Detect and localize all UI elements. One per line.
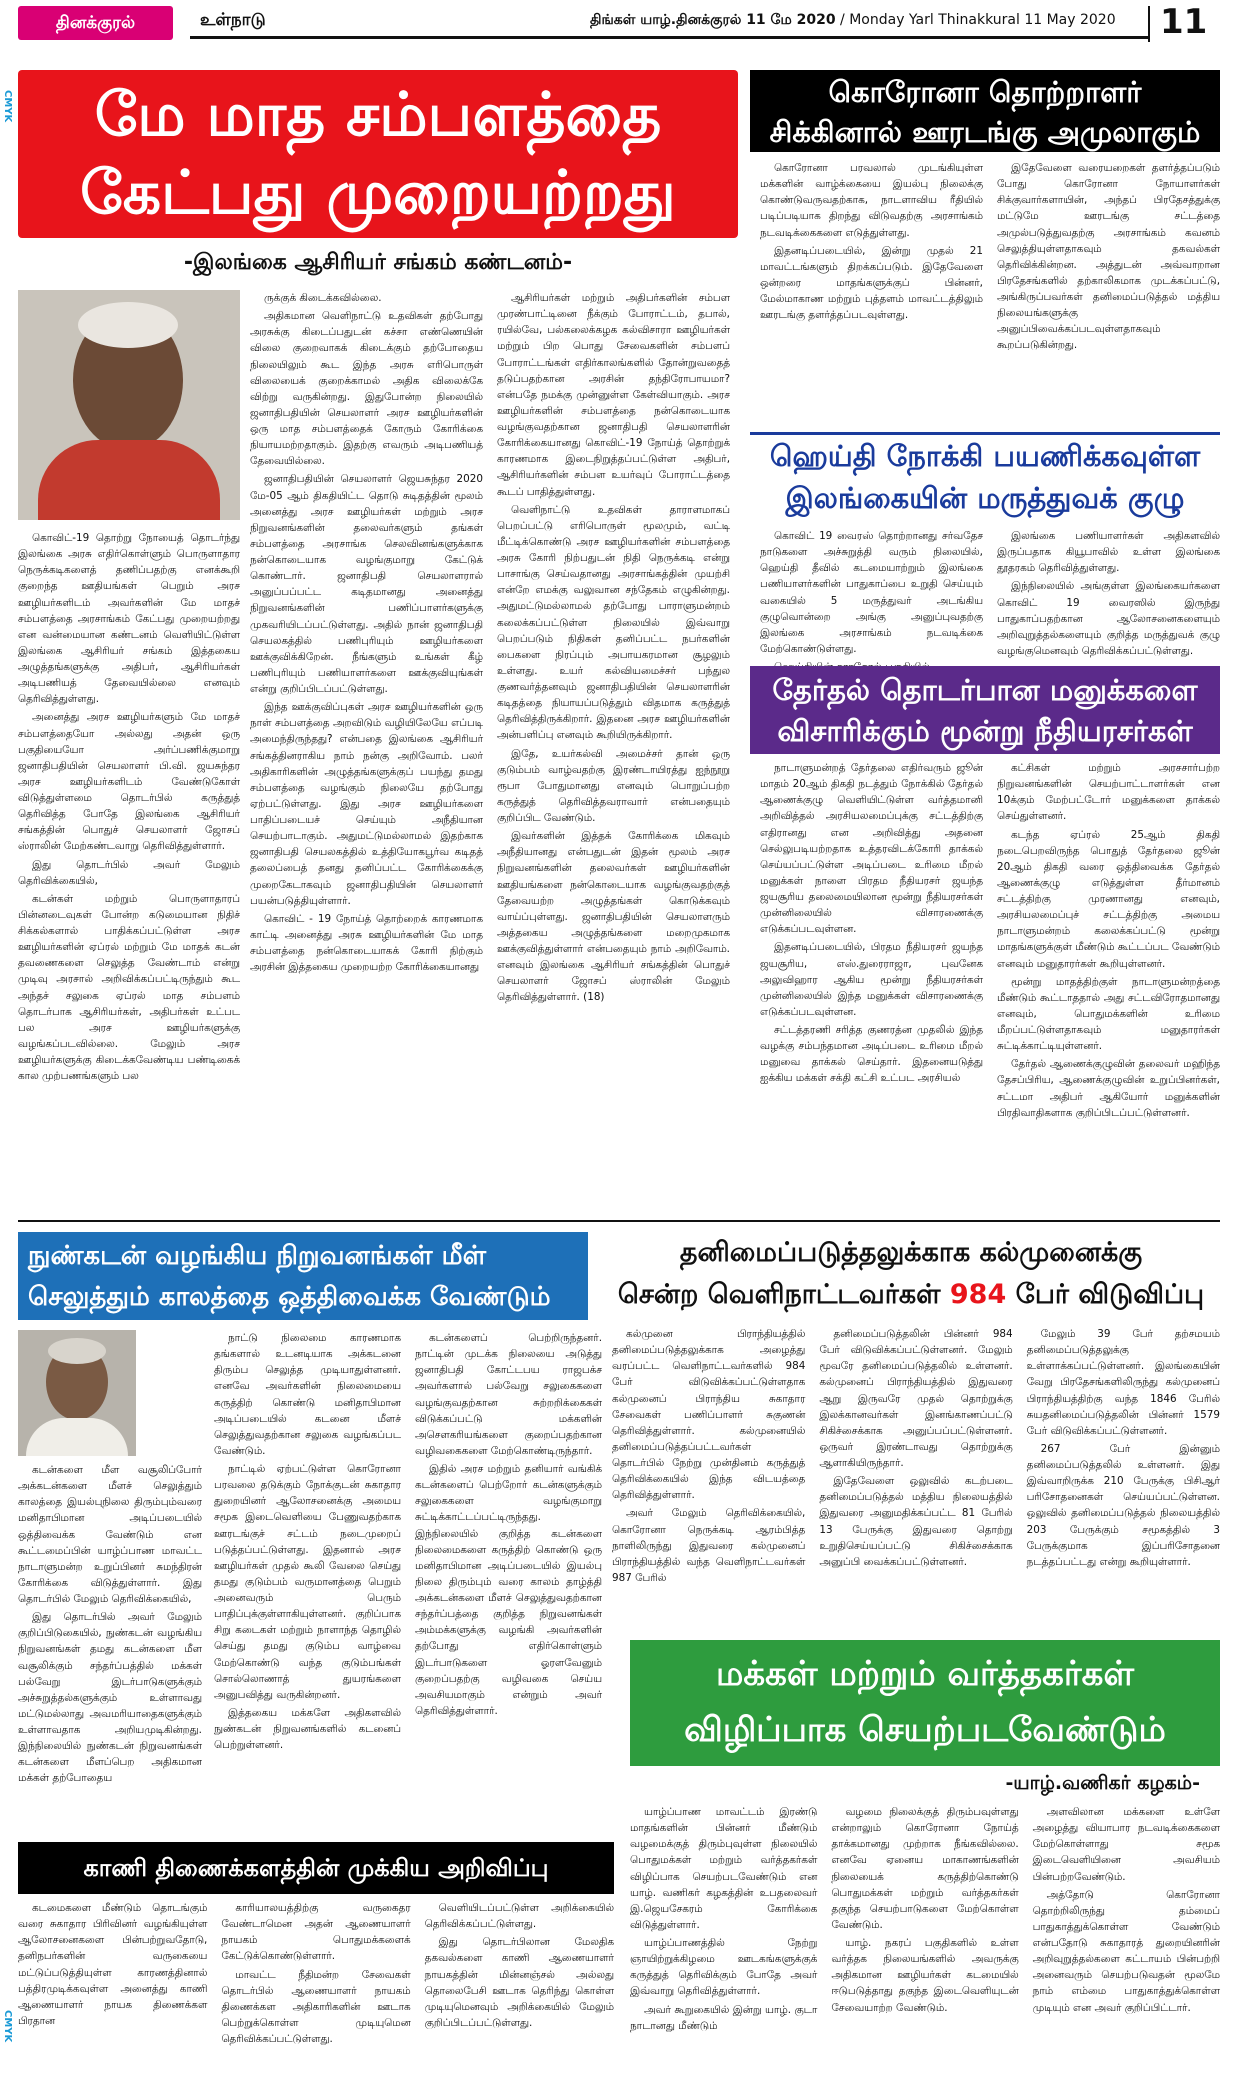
- judges-headline-line1: தேர்தல் தொடர்பான மனுக்களை: [772, 673, 1198, 707]
- land-dept-col3: [425, 1900, 614, 2066]
- paragraph: கடன்களை மீள வசூலிப்போர் அக்கடன்களை மீளச் செலுத்தும் காலத்தை இயல்புநிலை திரும்பும்வரை மனிதாபிமான அடிப்படையில் ஒத்திவைக்க வேண்டும் என கூட்டமைப்பின் யாழ்ப்பாண மாவட்ட நாடாளுமன்ற உறுப்பினர் சுமந்திரன் கோரிக்கை விடுத்துள்ளார். இது தொடர்பில் மேலும் தெரிவிக்கையில்,: [18, 1464, 202, 1605]
- haiti-columns: [760, 528, 1220, 656]
- cmyk-mark-bottom: CMYK: [2, 2010, 13, 2043]
- paragraph: கல்முனை பிராந்தியத்தில் தனிமைப்படுத்தலுக்காக அழைத்து வரப்பட்ட வெளிநாட்டவர்களில் 984 பேர் விடுவிக்கப்பட்டுள்ளதாக கல்முனைப் பிராந்திய சுகாதார சேவைகள் பணிப்பாளர் சுகுணன் தெரிவித்துள்ளார். கல்முனையில் தனிமைப்படுத்தப்பட்டவர்கள் தொடர்பில் நேற்று முன்தினம் கருத்துத் தெரிவிக்கையில் இந்த விடயத்தை தெரிவித்துள்ளார்.: [612, 1328, 806, 1502]
- paragraph: வெளியிடப்பட்டுள்ள அறிக்கையில் தெரிவிக்கப்பட்டுள்ளது.: [424, 1902, 614, 1931]
- paragraph: ஜனாதிபதியின் செயலாளர் ஜெயசுந்தர 2020 மே-05 ஆம் திகதியிட்ட தொடு சுடிதத்தின் மூலம் அனைத்து அரச ஊழியர்கள் மற்றும் அரச நிறுவனங்களின் தலைவர்களும் தங்கள் சம்பளத்தை அரசாங்க செலவினங்களுக்காக நன்கொடையாக வழங்குமாறு கேட்டுக் கொண்டார். ஜனாதிபதி செயலாளரால் அனுப்பப்பட்ட கடிதமானது அனைத்து நிறுவனங்களின் பணிப்பாளர்களுக்கு முகவரியிடப்பட்டுள்ளது. அதில் நான் ஜனாதிபதி செயலகத்தில் பணிபுரியும் ஊழியர்களை ஊக்குவிக்கிறேன். நீங்களும் உங்கள் கீழ் பணிபுரியும் பணியாளர்களை ஊக்குவியுங்கள் என்று குறிப்பிடப்பட்டுள்ளது.: [250, 473, 483, 695]
- teacher-union-leader-photo: [18, 290, 240, 520]
- corona-headline: [750, 70, 1220, 152]
- paragraph: யாழ்ப்பாணத்தில் நேற்று ஞாயிற்றுக்கிழமை ஊடகங்களுக்குக் கருத்துத் தெரிவிக்கும் போதே அவர் இவ்வாறு தெரிவித்துள்ளார்.: [630, 1937, 818, 1998]
- paragraph: இந்நிலையில் அங்குள்ள இலங்கையர்களை கொவிட் 19 வைரஸில் இருந்து பாதுகாப்பதற்கான ஆலோசனைகளையும் அறிவுறுத்தல்களையும் குறித்த மருத்துவக் குழு வழங்குமெனவும் தெரிவிக்கப்பட்டுள்ளது.: [997, 580, 1220, 657]
- microcredit-headline: [18, 1232, 588, 1320]
- paragraph: இதேவேளை வரையறைகள் தளர்த்தப்படும் போது கொரோனா நோயாளர்கள் சிக்குவார்களாயின், அந்தப் பிரதேசத்துக்கு மட்டுமே ஊரடங்கு சட்டத்தை அமுல்படுத்துவதற்கு அரசாங்கம் கவனம் செலுத்தியுள்ளதாகவும் தகவல்கள் தெரிவிக்கின்றன. அத்துடன் அவ்வாறான பிரதேசங்களில் தற்காலிகமாக முடக்கப்பட்டு, அங்கிருப்பவர்கள் தனிமைப்படுத்தல் மத்திய நிலையங்களுக்கு அனுப்பிவைக்கப்படவுள்ளதாகவும் கூறப்படுகின்றது.: [997, 162, 1220, 352]
- paragraph: அளவிலான மக்களை உள்ளே அழைத்து வியாபார நடவடிக்கைகளை மேற்கொள்ளாது சமூக இடைவெளியினை அவசியம் பின்பற்றவேண்டும்.: [1032, 1806, 1220, 1883]
- paragraph: ஆசிரியர்கள் மற்றும் அதிபர்களின் சம்பள முரண்பாட்டினை நீக்கும் போராட்டம், தபால், ரயில்வே, பல்கலைக்கழக கல்விசாரா ஊழியர்கள் மற்றும் பிற பொது சேவைகளின் சம்பளப் போராட்டங்கள் எதிர்காலங்களில் தோன்றுவதைத் தடுப்பதற்கான அரசின் தந்திரோபாயமா? என்பதே நமக்கு முன்னுள்ள கேள்வியாகும். அரச ஊழியர்களின் சம்பளத்தை நன்கொடையாக வழங்குவதற்கான ஜனாதிபதி செயலாளரின் கோரிக்கையானது கொவிட்-19 நோய்த் தொற்றுக் காரணமாக இடைநிறுத்தப்பட்டுள்ள அதிபர், ஆசிரியர்களின் சம்பள உயர்வுப் போராட்டத்தை கூடப் பாதித்துள்ளது.: [497, 292, 730, 498]
- paragraph: இது தொடர்பில் அவர் மேலும் குறிப்பிடுகையில், நுண்கடன் வழங்கிய நிறுவனங்கள் தமது கடன்களை மீள வசூலிக்கும் சந்தர்ப்பத்தில் மக்கள் பல்வேறு இடர்பாடுகளுக்கும் அச்சுறுத்தல்களுக்கும் உள்ளாவது மட்டுமல்லாது அவமரியாதைகளுக்கும் உள்ளாவதாக அறியமுடிகின்றது. இந்நிலையில் நுண்கடன் நிறுவனங்கள் கடன்களை மீளப்பெற அதிகமான மக்கள் தற்போதைய: [18, 1611, 202, 1785]
- land-dept-columns: [18, 1900, 614, 2066]
- kalmunai-headline-text: பேர் விடுவிப்பு: [1006, 1279, 1205, 1310]
- microcredit-col3: [415, 1330, 602, 1830]
- paragraph: சட்டத்தரணி சரித்த குணரத்ன முதலில் இந்த வழக்கு சம்பந்தமான அடிப்படை உரிமை மீறல் மனுவை தாக்கல் செய்தார். இதனையடுத்து ஐக்கிய மக்கள் சக்தி கட்சி உட்பட அரசியல்: [760, 1024, 983, 1085]
- paragraph: கொரோனா பரவலால் முடங்கியுள்ள மக்களின் வாழ்க்கையை இயல்பு நிலைக்கு கொண்டுவருவதற்காக, நாடளாவிய ரீதியில் படிப்படியாக திறந்து விடுவதற்கு அரசாங்கம் நடவடிக்கைகளை எடுத்துள்ளது.: [760, 162, 983, 239]
- paragraph: இதில் அரச மற்றும் தனியார் வங்கிக் கடன்களைப் பெற்றோர் கடன்களுக்கும் சலுகைகளை வழங்குமாறு சுட்டிக்காட்டப்பட்டிருந்தது. இந்நிலையில் குறித்த கடன்களை நிலைமைகளை கருத்திற் கொண்டு ஒரு மனிதாபிமான அடிப்படையில் இயல்பு நிலை திரும்பும் வரை காலம் தாழ்த்தி அக்கடன்களை மீளச் செலுத்துவதற்கான சந்தர்ப்பத்தை குறித்த நிறுவனங்கள் அம்மக்களுக்கு வழங்கி அவர்களின் தற்போது எதிர்கொள்ளும் இடர்பாடுகளை ஓரளவேனும் குறைப்பதற்கு வழிவகை செய்ய அவசியமாகும் என்றும் அவர் தெரிவித்துள்ளார்.: [415, 1463, 602, 1717]
- haiti-headline: [750, 432, 1220, 522]
- paragraph: மூன்று மாதத்திற்குள் நாடாளுமன்றத்தை மீண்டும் கூட்டாததால் அது சட்டவிரோதமானது எனவும், பொதுமக்களின் உரிமை மீறப்பட்டுள்ளதாகவும் மனுதாரர்கள் சுட்டிக்காட்டியுள்ளனர்.: [997, 975, 1220, 1053]
- lead-headline-line1: மே மாத சம்பளத்தை: [94, 80, 662, 150]
- dateline: [590, 12, 1116, 30]
- judges-headline: [750, 666, 1220, 754]
- corona-columns: [760, 160, 1220, 422]
- paragraph: மாவட்ட நீதிமன்ற சேவைகள் தொடர்பில் ஆணையாளர் நாயகம் திணைக்கள அதிகாரிகளின் ஊடாக பெற்றுக்கொள்ள முடியுமென தெரிவிக்கப்பட்டுள்ளது.: [221, 1968, 411, 2045]
- traders-subhead: -யாழ்.வணிகர் கழகம்-: [1005, 1772, 1200, 1794]
- microcredit-col1-lower: [18, 1462, 202, 1822]
- corona-headline-line2: சிக்கினால் ஊரடங்கு அமுலாகும்: [769, 115, 1201, 149]
- paragraph: கொவிட் - 19 நோய்த் தொற்றைக் காரணமாக காட்டி அனைத்து அரசு ஊழியர்களின் மே மாத சம்பளத்தை நன்கொடையாகக் கோரி நிற்கும் அரசின் இத்தகைய முறையற்ற கோரிக்கையானது: [250, 912, 483, 974]
- paragraph: இது தொடர்பில் அவர் மேலும் தெரிவிக்கையில்,: [18, 858, 240, 887]
- microcredit-col1: [18, 1462, 202, 1822]
- paragraph: அனைத்து அரச ஊழியர்களும் மே மாதச் சம்பளத்தையோ அல்லது அதன் ஒரு பகுதியையோ அர்ப்பணிக்குமாறு ஜனாதிபதியின் செயலாளர் பி.வி. ஜயசுந்தர அரச ஊழியர்களிடம் வேண்டுகோள் விடுத்துள்ளமை தொடர்பில் கருத்துத் தெரிவித்த போதே இலங்கை ஆசிரியர் சங்கத்தின் பொதுச் செயலாளர் ஜோசப் ஸ்ராலின் மேற்கண்டவாறு தெரிவித்துள்ளார்.: [18, 711, 240, 853]
- haiti-headline-line2: இலங்கையின் மருத்துவக் குழு: [785, 481, 1185, 515]
- paragraph: கடமைகளை மீண்டும் தொடங்கும் வரை சுகாதார பிரிவினர் வழங்கியுள்ள ஆலோசனைகளை பின்பற்றுவதோடு, தனிநபர்களின் வருகையை மட்டுப்படுத்தியுள்ள காரணத்தினால் பத்திரமுடிக்கவுள்ள அனைத்து காணி ஆணையாளர் நாயக திணைக்கள பிரதான: [18, 1902, 208, 2027]
- paragraph: கடந்த ஏப்ரல் 25ஆம் திகதி நடைபெறவிருந்த பொதுத் தேர்தலை ஜூன் 20ஆம் திகதி வரை ஒத்திவைக்க தேர்தல் ஆணைக்குழு எடுத்துள்ள தீர்மானம் சட்டத்திற்கு முரணானது எனவும், அரசியலமைப்புச் சட்டத்திற்கு அமைய நாடாளுமன்றம் கலைக்கப்பட்டு மூன்று மாதங்களுக்குள் மீண்டும் கூட்டப்பட வேண்டும் எனவும் மனுதாரர்கள் கூறியுள்ளனர்.: [997, 828, 1220, 970]
- paragraph: இதனடிப்படையில், பிரதம நீதியரசர் ஜயந்த ஜயசூரிய, எஸ்.துரைராஜா, புவனேக அலுவிஹார ஆகிய மூன்று நீதியரசர்கள் முன்னிலையில் இந்த மனுக்கள் விசாரணைக்கு எடுக்கப்படவுள்ளன.: [760, 941, 983, 1018]
- paragraph: காரியாலயத்திற்கு வருகைதர வேண்டாமென அதன் ஆணையாளர் நாயகம் பொதுமக்களைக் கேட்டுக்கொண்டுள்ளார்.: [221, 1902, 411, 1963]
- corona-col2: [997, 160, 1220, 422]
- kalmunai-col3: [1027, 1326, 1220, 1626]
- cmyk-mark-top: CMYK: [2, 90, 13, 123]
- paragraph: இது தொடர்பிலான மேலதிக தகவல்களை காணி ஆணையாளர் நாயகத்தின் மின்னஞ்சல் அல்லது தொலைபேசி ஊடாக தெரிந்து கொள்ள முடியுமெனவும் அறிக்கையில் மேலும் குறிப்பிடப்பட்டுள்ளது.: [424, 1936, 614, 2029]
- kalmunai-headline-number: 984: [949, 1279, 1007, 1310]
- judges-col2: [997, 760, 1220, 1210]
- traders-headline-line1: மக்கள் மற்றும் வர்த்தகர்கள்: [715, 1654, 1135, 1694]
- lead-col1-text: [18, 530, 240, 1210]
- judges-col1: [760, 760, 983, 1210]
- lead-headline-line2: கேட்பது முறையற்றது: [80, 158, 676, 228]
- judges-headline-line2: விசாரிக்கும் மூன்று நீதியரசர்கள்: [777, 714, 1193, 748]
- header-rule: [190, 36, 1150, 39]
- shirt-shape: [38, 440, 220, 520]
- paragraph: நாடாளுமன்றத் தேர்தலை எதிர்வரும் ஜூன் மாதம் 20ஆம் திகதி நடத்தும் நோக்கில் தேர்தல் ஆணைக்குழு வெளியிட்டுள்ள வர்த்தமானி அறிவித்தல் அரசியலமைப்புக்கு சட்டத்திற்கு எதிரானது என அறிவித்து அதனை செல்லுபடியற்றதாக உத்தரவிடக்கோரி தாக்கல் செய்யப்பட்டுள்ள அடிப்படை உரிமை மீறல் மனுக்கள் நாளை பிரதம நீதியரசர் ஜயந்த ஜயசூரிய தலைமையிலான மூன்று நீதியரசர்கள் முன்னிலையில் விசாரணைக்கு எடுக்கப்படவுள்ளன.: [760, 762, 983, 936]
- paragraph: அவர் கூறுகையில் இன்று யாழ். குடா நாடானது மீண்டும்: [630, 2003, 818, 2032]
- paragraph: இந்த ஊக்குவிப்புகள் அரச ஊழியர்களின் ஒரு நாள் சம்பளத்தை அறவிடும் வழியிலேயே எப்படி அமைந்திருந்தது? என்பதை இலங்கை ஆசிரியர் சங்கத்தினராகிய நாம் நன்கு அறிவோம். பலர் அதிகாரிகளின் அழுத்தங்களுக்குப் பயந்து தமது சம்பளத்தை வழங்கும் நிலையே தற்போது ஏற்பட்டுள்ளது. இது அரச ஊழியர்களை பாதிப்படையச் செய்யும் அநீதியான செயற்பாடாகும். அதுமட்டுமல்லாமல் இதற்காக ஜனாதிபதி செயலகத்தில் உத்தியோகபூர்வ கடிதத் தலைப்பைத் தனது தனிப்பட்ட கோரிக்கைக்கு முறைகேடாகவும் ஜனாதிபதியின் செயலாளர் பயன்படுத்தியுள்ளார்.: [250, 701, 483, 907]
- paragraph: கட்சிகள் மற்றும் அரசசார்பற்ற நிறுவனங்களின் செயற்பாட்டாளர்கள் என 10க்கும் மேற்பட்டோர் மனுக்களை தாக்கல் செய்துள்ளனர்.: [997, 762, 1220, 823]
- lead-headline: [18, 70, 738, 238]
- dateline-english: / Monday Yarl Thinakkural 11 May 2020: [840, 12, 1116, 28]
- paragraph: ருக்குக் கிடைக்கவில்லை.: [264, 292, 382, 304]
- traders-headline: [630, 1640, 1220, 1766]
- paragraph: மேலும் 39 பேர் தற்சமயம் தனிமைப்படுத்தலுக்கு உள்ளாக்கப்பட்டுள்ளனர். இலங்கையின் வேறு பிரதேசங்களிலிருந்து கல்முனைப் பிராந்தியத்திற்கு வந்த 1846 பேரில் சுயதனிமைப்படுத்தலின் பின்னர் 1579 பேர் விடுவிக்கப்பட்டுள்ளனர்.: [1026, 1328, 1220, 1437]
- paragraph: தனிமைப்படுத்தலின் பின்னர் 984 பேர் விடுவிக்கப்பட்டுள்ளனர். மேலும் மூவரே தனிமைப்படுத்தலில் உள்ளனர். கல்முனைப் பிராந்தியத்தில் இதுவரை ஆறு இருவரே முதல் தொற்றுக்கு இலக்கானவர்கள் இனங்காணப்பட்டு சிகிச்சைக்காக அனுப்பப்பட்டுள்ளனர். ஒருவர் இரண்டாவது தொற்றுக்கு ஆளாகியிருந்தார்.: [819, 1328, 1013, 1469]
- paragraph: கடன்களைப் பெற்றிருந்தனர். நாட்டின் முடக்க நிலையை அடுத்து ஜனாதிபதி கோட்டபய ராஜபக்ச அவர்களால் பல்வேறு சலுகைகளை வழங்குவதற்கான சுற்றறிக்கைகள் விடுக்கப்பட்டு மக்களின் அசௌகரியங்களை குறைப்பதற்கான வழிவகைகளை மேற்கொண்டிருந்தார்.: [415, 1332, 602, 1457]
- paragraph: இத்தகைய மக்களே அதிகளவில் நுண்கடன் நிறுவனங்களில் கடனைப் பெற்றுள்ளனர்.: [214, 1706, 401, 1752]
- paragraph: இவர்களின் இத்தக் கோரிக்கை மிகவும் அநீதியானது என்பதுடன் இதன் மூலம் அரச நிறுவனங்களின் தலைவர்கள் ஊழியர்களின் ஊதியங்களை நன்கொடையாக வழங்குவதற்குத் தேவையற்ற அழுத்தங்கள் கொடுக்கவும் வாய்ப்புள்ளது. ஜனாதிபதியின் செயலாளரும் அத்தகைய அழுத்தங்களை மறைமுகமாக ஊக்குவித்துள்ளார் என்பதையும் நாம் அறிவோம். எனவும் இலங்கை ஆசிரியர் சங்கத்தின் பொதுச் செயலாளர் ஜோசப் ஸ்ராலின் மேலும் தெரிவித்துள்ளார். (18): [497, 830, 730, 1004]
- land-dept-headline: காணி திணைக்களத்தின் முக்கிய அறிவிப்பு: [18, 1842, 614, 1894]
- lead-col2-3: [250, 290, 730, 1210]
- section-name: உள்நாடு: [200, 10, 266, 30]
- lead-subhead: -இலங்கை ஆசிரியர் சங்கம் கண்டனம்-: [183, 250, 573, 275]
- traders-headline-line2: விழிப்பாக செயற்படவேண்டும்: [684, 1710, 1166, 1750]
- kalmunai-columns: [612, 1326, 1220, 1626]
- traders-col1: [630, 1804, 817, 2066]
- haiti-headline-line1: ஹெய்தி நோக்கி பயணிக்கவுள்ள: [769, 439, 1201, 473]
- microcredit-columns: [214, 1330, 602, 1830]
- microcredit-headline-line2: செலுத்தும் காலத்தை ஒத்திவைக்க வேண்டும்: [28, 1282, 551, 1312]
- microcredit-headline-line1: நுண்கடன் வழங்கிய நிறுவனங்கள் மீள்: [28, 1241, 487, 1271]
- paragraph: யாழ். நகரப் பகுதிகளில் உள்ள வர்த்தக நிலையங்களில் அவருக்கு அதிகமான ஊழியர்கள் கடமையில் ஈடுபடுத்தாது தகுந்த இடைவெளியுடன் சேவையாற்ற வேண்டும்.: [831, 1937, 1019, 2014]
- kalmunai-headline: [602, 1232, 1220, 1320]
- paragraph: வெளிநாட்டு உதவிகள் தாராளமாகப் பெறப்பட்டு எரிபொருள் மூலமும், வட்டி மீட்டிக்கொண்டு அரச ஊழியர்களின் சம்பளத்தை அரசு கோரி நிற்பதுடன் நிதி நெருக்கடி என்று பாசாங்கு செய்வதானது அரசாங்கத்தின் முயற்சி என்றே எமக்கு வலுவான சந்தேகம் எழுகின்றது. அதுமட்டுமல்லாமல் தற்போது பாராளுமன்றம் கலைக்கப்பட்டுள்ள நிலையில் இவ்வாறு பெறப்படும் நிதிகள் தனிப்பட்ட நபர்களின் பைகளை நிரப்பும் அபாயகரமான சூழலும் உள்ளது. உயர் கல்வியமைச்சர் பந்துல குணவர்த்தனவும் ஜனாதிபதியின் செயலாளரின் கடிதத்தை நியாயப்படுத்தும் விதமாக கருத்துத் தெரிவித்திருக்கிறார். இதனை அரச ஊழியர்களின் அன்பளிப்பு எனவும் கூறியிருக்கிறார்.: [497, 503, 730, 742]
- corona-col1: [760, 160, 983, 422]
- paragraph: நாட்டில் ஏற்பட்டுள்ள கொரோனா பரவலை தடுக்கும் நோக்குடன் சுகாதார துறையினர் ஆலோசனைக்கு அமைய சமூக இடைவெளியை பேணுவதற்காக ஊரடங்குச் சட்டம் நடைமுறைப் படுத்தப்பட்டுள்ளது. இதனால் அரச ஊழியர்கள் முதல் கூலி வேலை செய்து தமது குடும்பம் வருமானத்தை பெறும் அனைவரும் பெரும் பாதிப்புக்குள்ளாகியுள்ளனர். குறிப்பாக சிறு கடைகள் மற்றும் நாளாந்த தொழில் செய்து தமது குடும்ப வாழ்வை மேற்கொண்டு வந்த குடும்பங்கள் சொல்லொணாத் துயரங்களை அனுபவித்து வருகின்றனர்.: [214, 1463, 401, 1701]
- paragraph: இதேவேளை ஒலுவில் கடற்படை தனிமைப்படுத்தல் மத்திய நிலையத்தில் இதுவரை அனுமதிக்கப்பட்ட 81 பேரில் 13 பேருக்கு இதுவரை தொற்று உறுதிசெய்யப்பட்டு சிகிச்சைக்காக அனுப்பி வைக்கப்பட்டுள்ளனர்.: [819, 1475, 1013, 1568]
- lead-col3-text: [497, 290, 730, 1210]
- section-rule: [18, 1220, 1220, 1222]
- hair-shape: [78, 302, 178, 348]
- paragraph: கடன்கள் மற்றும் பொருளாதாரப் பின்னடைவுகள் போன்ற கடுமையான நிதிச் சிக்கல்களால் பாதிக்கப்பட்டுள்ள அரச ஊழியர்களின் ஏப்ரல் மற்றும் மே மாதக் கடன் தவணைகளை செலுத்த வேண்டாம் என்று முடிவு அரசால் அறிவிக்கப்பட்டிருந்தும் கூட அந்தச் சலுகை ஏப்ரல் மாத சம்பளம் தொடர்பாக ஆசிரியர்கள், அதிபர்கள் உட்பட பல அரச ஊழியர்களுக்கு வழங்கப்படவில்லை. மேலும் அரச ஊழியர்களுக்கு கிடைக்கவேண்டிய பண்டிகைக் கால முற்பணங்களும் பல: [18, 892, 240, 1083]
- hair-shape: [48, 1338, 106, 1364]
- paragraph: வழமை நிலைக்குத் திரும்பவுள்ளது என்றாலும் கொரோனா நோய்த் தாக்கமானது முற்றாக நீங்கவில்லை. எனவே ஏனைய மாகாணங்களின் நிலையைக் கருத்திற்கொண்டு பொதுமக்கள் மற்றும் வர்த்தகர்கள் தகுந்த செயற்பாடுகளை மேற்கொள்ள வேண்டும்.: [831, 1806, 1019, 1931]
- paragraph: இலங்கை பணியாளர்கள் அதிகளவில் இருப்பதாக கியூபாவில் உள்ள இலங்கை தூதரகம் தெரிவித்துள்ளது.: [997, 530, 1220, 575]
- traders-col2: [831, 1804, 1018, 2066]
- newspaper-logo: தினக்குரல்: [18, 6, 173, 40]
- paragraph: இதே, உயர்கல்வி அமைச்சர் தான் ஒரு குடும்பம் வாழ்வதற்கு இரண்டாயிரத்து ஐந்நூறு ரூபா போதுமானது எனவும் பொறுப்பற்ற கருத்துத் தெரிவித்தவராவார் என்பதையும் குறிப்பிட வேண்டும்.: [497, 747, 730, 824]
- paragraph: கொவிட் 19 வைரஸ் தொற்றானது சர்வதேச நாடுகளை அச்சுறுத்தி வரும் நிலையில், ஹெய்தி தீவில் கடமையாற்றும் இலங்கை பணியாளர்களின் பாதுகாப்பை உறுதி செய்யும் வகையில் 5 மருத்துவர் அடங்கிய குழுவொன்றை அங்கு அனுப்புவதற்கு இலங்கை அரசாங்கம் நடவடிக்கை மேற்கொண்டுள்ளது.: [760, 530, 983, 655]
- page-number: 11: [1160, 2, 1208, 42]
- sumanthiran-photo: [18, 1330, 136, 1456]
- shirt-shape: [26, 1418, 128, 1456]
- paragraph: 267 பேர் இன்னும் தனிமைப்படுத்தலில் உள்ளனர். இது இவ்வாறிருக்க 210 பேருக்கு பிசிஆர் பரிசோதனைகள் செய்யப்பட்டுள்ளன. ஒலுவில் தனிமைப்படுத்தல் நிலையத்தில் 203 பேருக்கும் சமூகத்தில் 3 பேருக்குமாக இப்பரிசோதனை நடத்தப்பட்டது என்று கூறியுள்ளார்.: [1026, 1442, 1220, 1568]
- masthead: [0, 0, 1236, 44]
- paragraph: அவர் மேலும் தெரிவிக்கையில், கொரோனா நெருக்கடி ஆரம்பித்த நாளிலிருந்து இதுவரை கல்முனைப் பிராந்தியத்தில் வந்த வெளிநாட்டவர்கள் 987 பேரில்: [612, 1507, 806, 1584]
- land-dept-col2: [221, 1900, 410, 2066]
- paragraph: இதனடிப்படையில், இன்று முதல் 21 மாவட்டங்களும் திறக்கப்படும். இதேவேளை ஒன்றரை மாதங்களுக்குப் பின்னர், மேல்மாகாண மற்றும் புத்தளம் மாவட்டத்திலும் ஊரடங்கு தளர்த்தப்படவுள்ளது.: [760, 244, 983, 322]
- paragraph: அதிகமான வெளிநாட்டு உதவிகள் தற்போது அரசுக்கு கிடைப்பதுடன் கச்சா எண்ணெயின் விலை குறைவாகக் கிடைக்கும் தற்போதைய நிலையிலும் கூட இந்த அரசு எரிபொருள் விலையைக் குறைக்காமல் அதிக விலைக்கே விற்று வருகின்றது. இதுபோன்ற நிலையில் ஜனாதிபதியின் செயலாளர் அரச ஊழியர்களின் ஒரு மாத சம்பளத்தைக் கோரும் கோரிக்கை நியாயமற்றதாகும். இதற்கு எவரும் அடிபணியத் தேவையில்லை.: [250, 310, 483, 468]
- lead-col1: [18, 530, 240, 1210]
- microcredit-col2: [214, 1330, 401, 1830]
- corona-headline-line1: கொரோனா தொற்றாளர்: [828, 75, 1142, 109]
- paragraph: அத்தோடு கொரோனா தொற்றிலிருந்து தம்மைப் பாதுகாத்துக்கொள்ள வேண்டும் என்பதோடு சுகாதாரத் துறையினரின் அறிவுறுத்தல்களை கட்டாயம் பின்பற்றி அனைவரும் செயற்படுவதன் மூலமே நாம் எம்மை பாதுகாத்துக்கொள்ள முடியும் என அவர் குறிப்பிட்டார்.: [1032, 1888, 1220, 2014]
- traders-col3: [1033, 1804, 1220, 2066]
- kalmunai-col2: [819, 1326, 1012, 1626]
- paragraph: நாட்டு நிலைமை காரணமாக தங்களால் உடனடியாக அக்கடனை திரும்ப செலுத்த முடியாதுள்ளனர். எனவே அவர்களின் நிலைமையை கருத்திற் கொண்டு மனிதாபிமான அடிப்படையில் கடனை மீளச் செலுத்துவதற்கான சலுகை வழங்கப்பட வேண்டும்.: [214, 1332, 401, 1457]
- judges-columns: [760, 760, 1220, 1210]
- lead-col2-text: [250, 290, 483, 1210]
- traders-columns: [630, 1804, 1220, 2066]
- paragraph: யாழ்ப்பாண மாவட்டம் இரண்டு மாதங்களின் பின்னர் மீண்டும் வழமைக்குத் திரும்புவுள்ள நிலையில் பொதுமக்கள் மற்றும் வர்த்தகர்கள் விழிப்பாக செயற்படவேண்டும் என யாழ். வணிகர் கழகத்தின் உபதலைவர் இ.ஜெயசேகரம் கோரிக்கை விடுத்துள்ளார்.: [630, 1806, 818, 1931]
- dateline-tamil: திங்கள் யாழ்.தினக்குரல் 11 மே 2020: [590, 12, 836, 28]
- kalmunai-headline-text: சென்ற வெளிநாட்டவர்கள்: [617, 1279, 950, 1310]
- paragraph: தேர்தல் ஆணைக்குழுவின் தலைவர் மஹிந்த தேசப்பிரிய, ஆணைக்குழுவின் உறுப்பினர்கள், சட்டமா அதிபர் ஆகியோர் மனுக்களின் பிரதிவாதிகளாக குறிப்பிடப்பட்டுள்ளனர்.: [997, 1058, 1220, 1119]
- kalmunai-headline-line1: தனிமைப்படுத்தலுக்காக கல்முனைக்கு: [679, 1237, 1143, 1268]
- haiti-col1: [760, 528, 983, 656]
- paragraph: கொவிட்-19 தொற்று நோயைத் தொடர்ந்து இலங்கை அரசு எதிர்கொள்ளும் பொருளாதார நெருக்கடிகளைத் தணிப்பதற்கு எனக்கூறி குறைந்த ஊதியங்கள் பெறும் அரச ஊழியர்களிடம் அவர்களின் மே மாதச் சம்பளத்தை அரசாங்கம் கேட்பது முறையற்றது என வன்மையான கண்டனம் வெளியிட்டுள்ள இலங்கை ஆசிரியர் சங்கம் இத்தகைய அழுத்தங்களுக்கு அதிபர், ஆசிரியர்கள் அடிபணியத் தேவையில்லை எனவும் தெரிவித்துள்ளது.: [18, 532, 240, 706]
- kalmunai-col1: [612, 1326, 805, 1626]
- land-dept-col1: [18, 1900, 207, 2066]
- haiti-col2: [997, 528, 1220, 656]
- kalmunai-headline-line2: [602, 1274, 1220, 1316]
